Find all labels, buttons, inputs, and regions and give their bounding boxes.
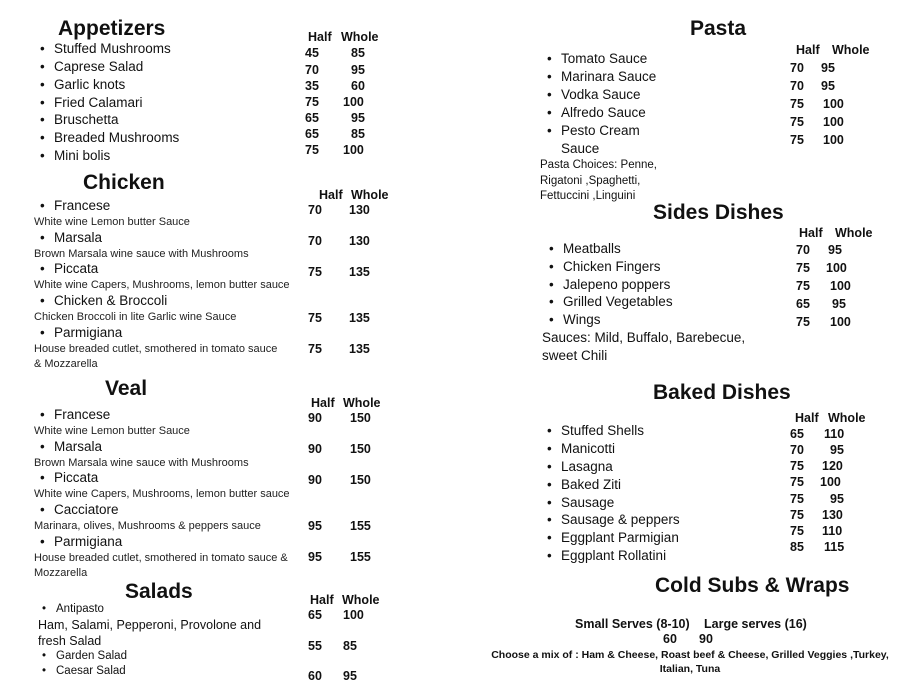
menu-item: • Piccata [40,261,98,276]
whole-price: 100 [343,608,364,622]
menu-item: • Parmigiana [40,325,122,340]
whole-price: 100 [343,143,364,157]
appetizers-heading: Appetizers [58,17,166,40]
menu-item: • Sausage [547,495,614,510]
menu-item: • Caprese Salad [40,59,143,74]
veal-whole-header: Whole [343,396,381,410]
half-price: 75 [790,524,804,538]
item-description: House breaded cutlet, smothered in tomato sauce & [34,552,288,564]
half-price: 70 [308,203,322,217]
menu-item: • Garden Salad [42,650,127,662]
whole-price: 85 [351,46,365,60]
whole-price: 130 [822,508,843,522]
item-description: Marinara, olives, Mushrooms & peppers sauce [34,520,261,532]
half-price: 75 [790,492,804,506]
half-price: 85 [790,540,804,554]
sauces-note: Sauces: Mild, Buffalo, Barebecue, [542,330,746,345]
menu-item: • Eggplant Parmigian [547,530,679,545]
sides-whole-header: Whole [835,226,873,240]
menu-item: • Chicken & Broccoli [40,293,167,308]
subs-mix-note: Choose a mix of : Ham & Cheese, Roast beef & Cheese, Grilled Veggies ,Turkey, [491,649,889,661]
item-description: Brown Marsala wine sauce with Mushrooms [34,248,249,260]
baked-half-header: Half [795,411,819,425]
pasta-choices-note: Rigatoni ,Spaghetti, [540,175,641,187]
whole-price: 95 [830,443,844,457]
half-price: 75 [308,342,322,356]
half-price: 35 [305,79,319,93]
chicken-half-header: Half [319,188,343,202]
half-price: 75 [790,97,804,111]
pasta-choices-note: Pasta Choices: Penne, [540,159,657,171]
whole-price: 150 [350,442,371,456]
whole-price: 60 [351,79,365,93]
half-price: 65 [796,297,810,311]
whole-price: 130 [349,203,370,217]
menu-item: • Francese [40,198,110,213]
half-price: 65 [305,111,319,125]
half-price: 70 [796,243,810,257]
half-price: 75 [308,311,322,325]
whole-price: 100 [826,261,847,275]
whole-price: 95 [343,669,357,683]
half-price: 75 [796,315,810,329]
whole-price: 100 [823,133,844,147]
menu-item-continued: Sauce [561,141,600,156]
whole-price: 155 [350,519,371,533]
menu-item: • Sausage & peppers [547,512,680,527]
menu-item: • Stuffed Shells [547,423,644,438]
item-description: Chicken Broccoli in lite Garlic wine Sauce [34,311,237,323]
salads-whole-header: Whole [342,593,380,607]
appetizers-whole-header: Whole [341,30,379,44]
whole-price: 85 [351,127,365,141]
salads-heading: Salads [125,580,193,603]
menu-item: • Fried Calamari [40,95,143,110]
item-description: Mozzarella [34,567,88,579]
menu-item: • Eggplant Rollatini [547,548,666,563]
whole-price: 150 [350,473,371,487]
veal-heading: Veal [105,377,148,400]
sides-heading: Sides Dishes [653,201,784,224]
item-description: Ham, Salami, Pepperoni, Provolone and [38,618,262,632]
menu-item: • Francese [40,407,110,422]
item-description: White wine Lemon butter Sauce [34,216,190,228]
whole-price: 95 [821,79,835,93]
small-serves-label: Small Serves (8-10) [575,617,690,631]
whole-price: 95 [821,61,835,75]
half-price: 90 [308,411,322,425]
item-description: & Mozzarella [34,358,98,370]
menu-item: • Parmigiana [40,534,122,549]
whole-price: 110 [824,427,845,441]
whole-price: 95 [830,492,844,506]
menu-item: • Meatballs [549,241,621,256]
appetizers-half-header: Half [308,30,332,44]
menu-item: • Jalepeno poppers [549,277,670,292]
half-price: 75 [790,133,804,147]
half-price: 75 [796,261,810,275]
half-price: 75 [790,115,804,129]
half-price: 75 [308,265,322,279]
subs-heading: Cold Subs & Wraps [655,574,850,597]
menu-item: • Manicotti [547,441,615,456]
pasta-whole-header: Whole [832,43,870,57]
whole-price: 155 [350,550,371,564]
menu-item: • Wings [549,312,601,327]
menu-item: • Vodka Sauce [547,87,641,102]
menu-item: • Garlic knots [40,77,125,92]
whole-price: 120 [822,459,843,473]
menu-item: • Grilled Vegetables [549,294,673,309]
whole-price: 85 [343,639,357,653]
menu-item: • Marinara Sauce [547,69,656,84]
menu-item: • Piccata [40,470,98,485]
half-price: 70 [308,234,322,248]
whole-price: 100 [823,97,844,111]
item-description: fresh Salad [38,634,102,648]
whole-price: 100 [830,279,851,293]
menu-item: • Bruschetta [40,112,119,127]
half-price: 95 [308,550,322,564]
whole-price: 110 [822,524,843,538]
menu-item: • Cacciatore [40,502,119,517]
small-serves-price: 60 [663,632,677,646]
item-description: Brown Marsala wine sauce with Mushrooms [34,457,249,469]
whole-price: 95 [351,111,365,125]
half-price: 65 [308,608,322,622]
pasta-half-header: Half [796,43,820,57]
half-price: 75 [305,95,319,109]
half-price: 75 [796,279,810,293]
baked-heading: Baked Dishes [653,381,791,404]
sides-half-header: Half [799,226,823,240]
half-price: 70 [305,63,319,77]
subs-mix-note: Italian, Tuna [659,663,721,675]
item-description: White wine Capers, Mushrooms, lemon butter sauce [34,488,290,500]
whole-price: 95 [351,63,365,77]
half-price: 95 [308,519,322,533]
item-description: House breaded cutlet, smothered in tomato sauce [34,343,278,355]
whole-price: 95 [828,243,842,257]
item-description: White wine Lemon butter Sauce [34,425,190,437]
whole-price: 130 [349,234,370,248]
pasta-heading: Pasta [690,17,747,40]
menu-item: • Alfredo Sauce [547,105,646,120]
half-price: 75 [790,475,804,489]
half-price: 65 [790,427,804,441]
chicken-whole-header: Whole [351,188,389,202]
baked-whole-header: Whole [828,411,866,425]
menu-item: • Breaded Mushrooms [40,130,179,145]
half-price: 70 [790,79,804,93]
whole-price: 100 [820,475,841,489]
half-price: 65 [305,127,319,141]
half-price: 55 [308,639,322,653]
salads-half-header: Half [310,593,334,607]
half-price: 75 [790,508,804,522]
veal-half-header: Half [311,396,335,410]
pasta-choices-note: Fettuccini ,Linguini [540,190,636,202]
menu-item: • Mini bolis [40,148,110,163]
half-price: 75 [305,143,319,157]
half-price: 45 [305,46,319,60]
whole-price: 100 [823,115,844,129]
half-price: 60 [308,669,322,683]
menu-item: • Marsala [40,230,102,245]
large-serves-price: 90 [699,632,713,646]
sauces-note: sweet Chili [542,348,608,363]
menu-item: • Pesto Cream [547,123,640,138]
whole-price: 150 [350,411,371,425]
menu-item: • Tomato Sauce [547,51,647,66]
whole-price: 115 [824,540,845,554]
whole-price: 135 [349,311,370,325]
whole-price: 100 [830,315,851,329]
menu-item: • Baked Ziti [547,477,621,492]
menu-item: • Stuffed Mushrooms [40,41,171,56]
whole-price: 95 [832,297,846,311]
menu-item: • Chicken Fingers [549,259,661,274]
whole-price: 135 [349,265,370,279]
half-price: 70 [790,443,804,457]
chicken-heading: Chicken [83,171,165,194]
half-price: 90 [308,442,322,456]
menu-item: • Lasagna [547,459,613,474]
half-price: 75 [790,459,804,473]
half-price: 90 [308,473,322,487]
large-serves-label: Large serves (16) [704,617,807,631]
menu-item: • Antipasto [42,603,104,615]
menu-item: • Caesar Salad [42,665,126,677]
item-description: White wine Capers, Mushrooms, lemon butter sauce [34,279,290,291]
menu-item: • Marsala [40,439,102,454]
whole-price: 135 [349,342,370,356]
whole-price: 100 [343,95,364,109]
half-price: 70 [790,61,804,75]
